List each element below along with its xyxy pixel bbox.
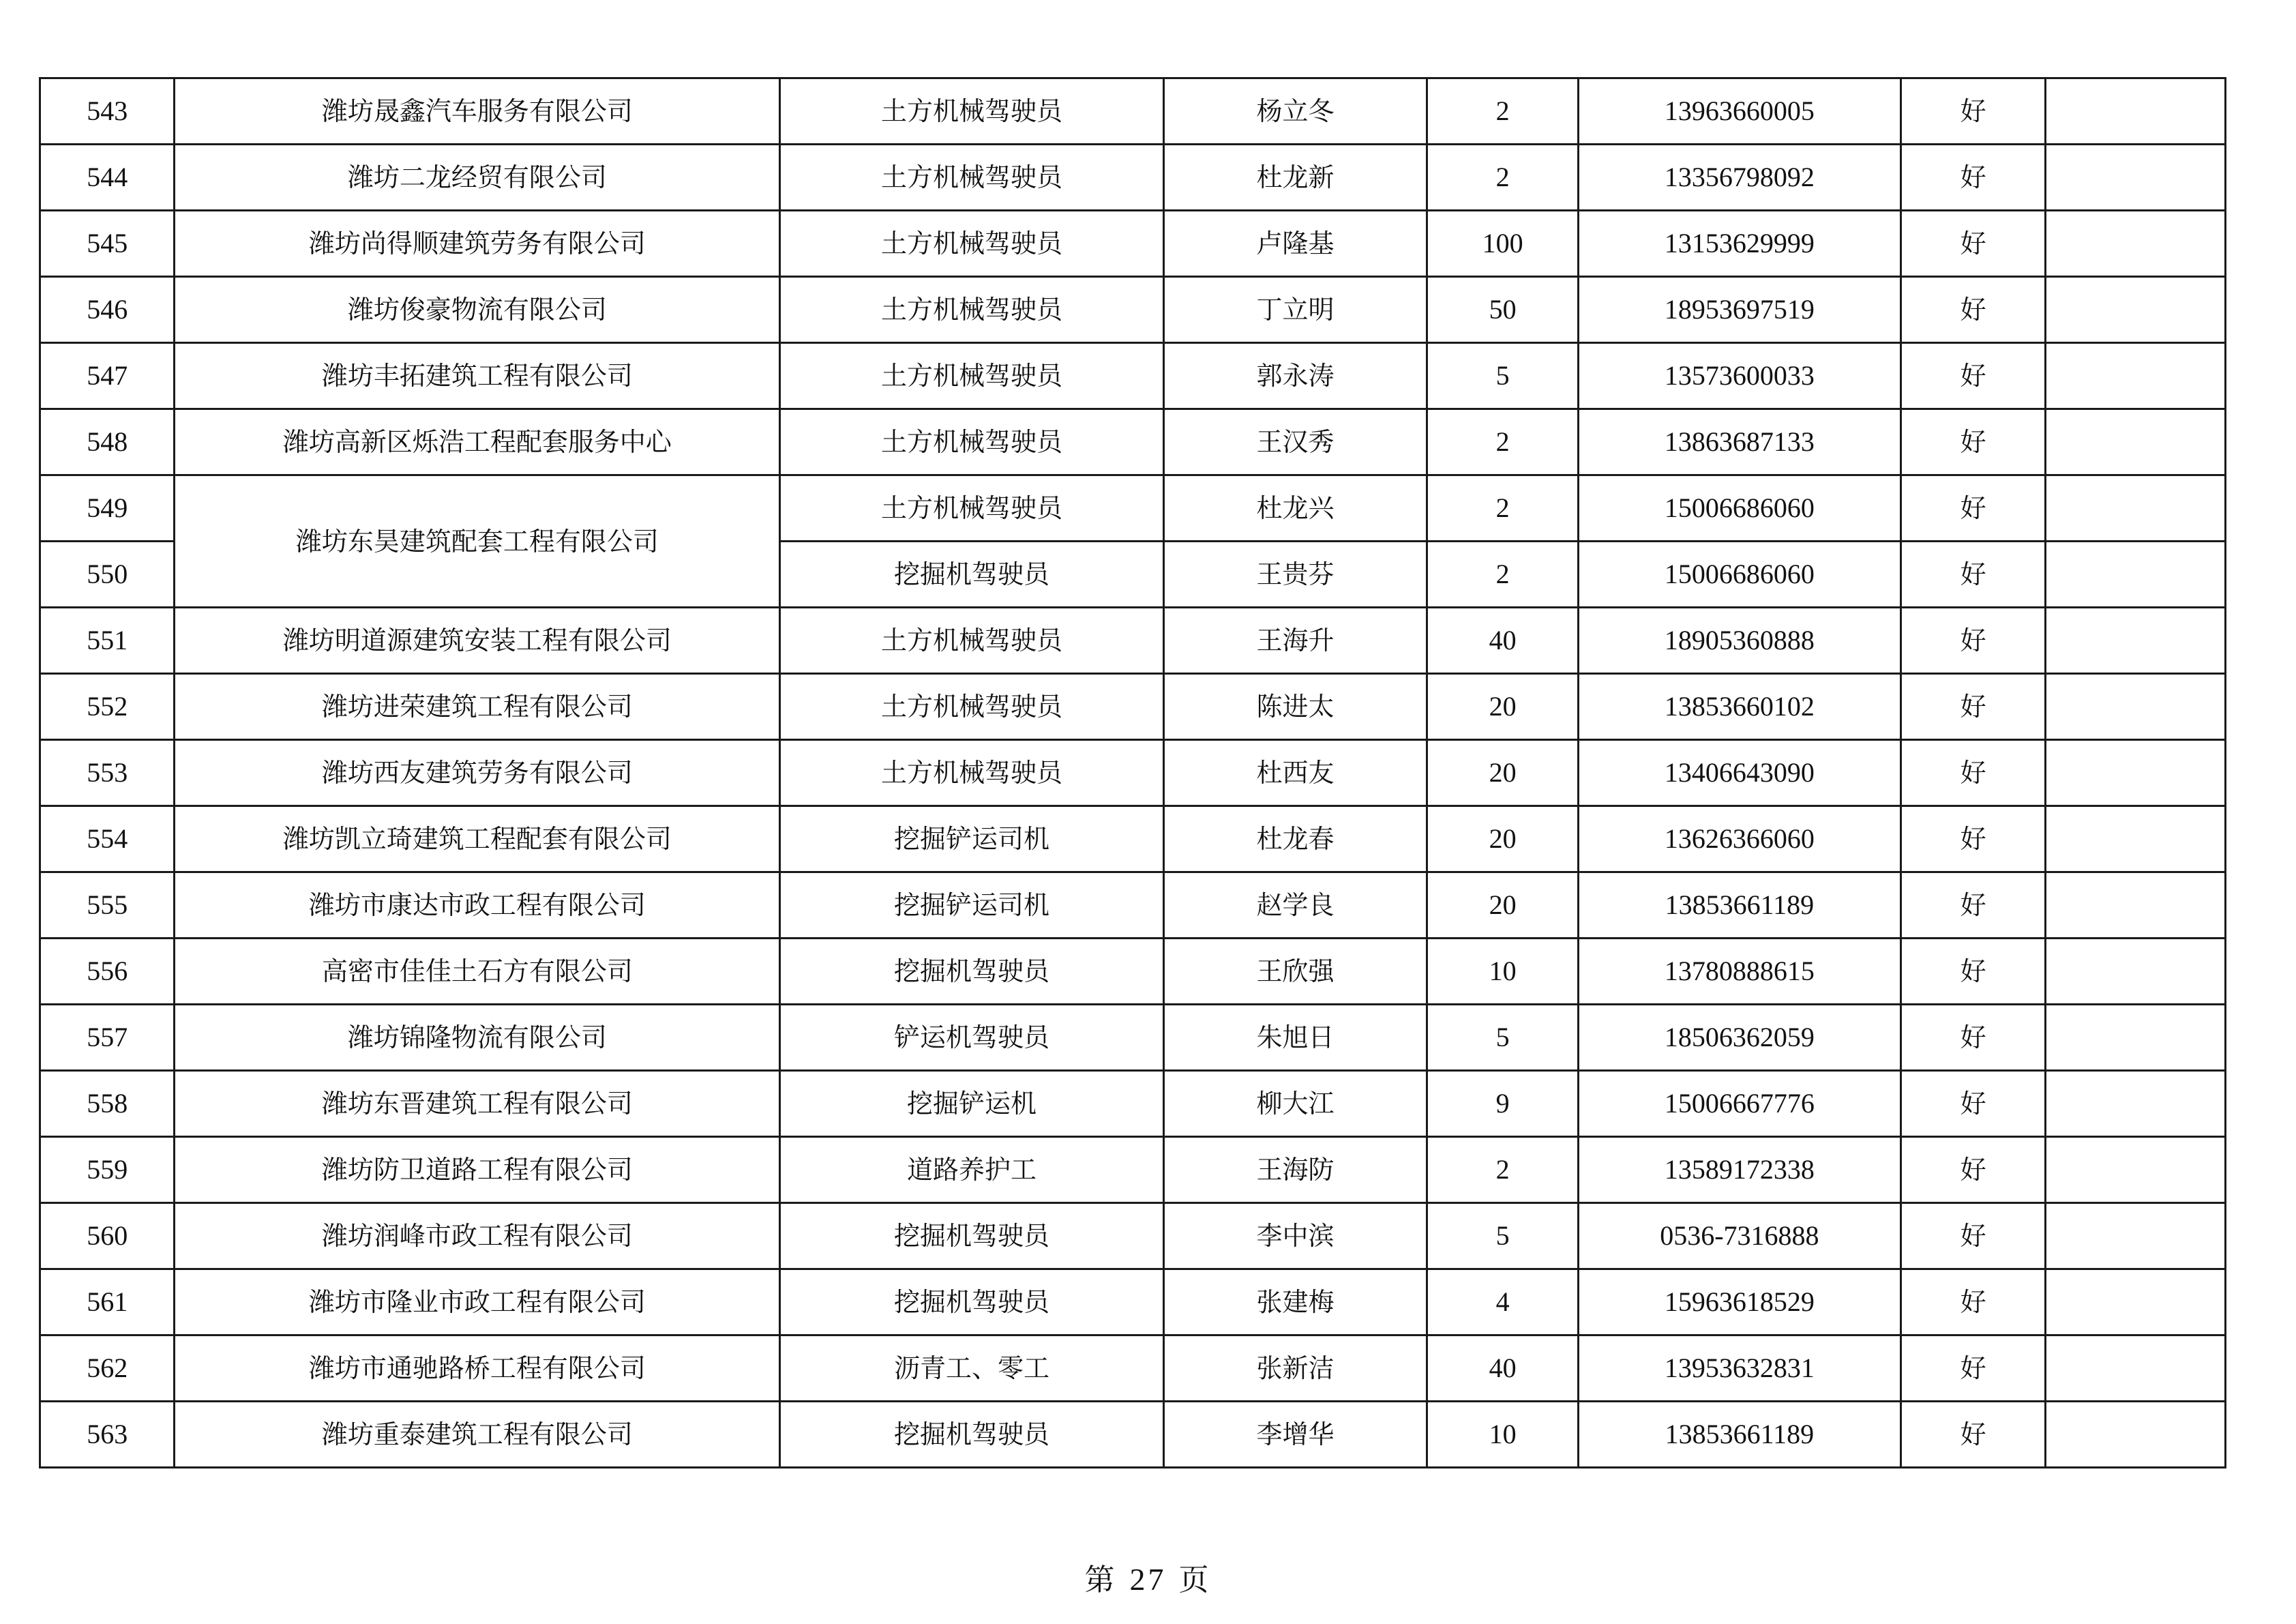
headcount-cell: 5 xyxy=(1427,343,1578,409)
company-cell: 潍坊进荣建筑工程有限公司 xyxy=(175,674,780,740)
job-type-cell: 挖掘机驾驶员 xyxy=(780,1203,1163,1269)
job-type-cell: 挖掘机驾驶员 xyxy=(780,939,1163,1005)
contact-person-cell: 杜龙春 xyxy=(1163,806,1427,872)
contact-person-cell: 陈进太 xyxy=(1163,674,1427,740)
table-row xyxy=(40,674,2226,740)
row-number-cell: 544 xyxy=(40,145,175,211)
rating-cell: 好 xyxy=(1900,343,2045,409)
note-cell xyxy=(2046,1269,2226,1335)
job-type-cell: 土方机械驾驶员 xyxy=(780,343,1163,409)
table-row xyxy=(40,409,2226,475)
job-type-cell: 土方机械驾驶员 xyxy=(780,145,1163,211)
headcount-cell: 10 xyxy=(1427,1402,1578,1468)
contact-person-cell: 朱旭日 xyxy=(1163,1005,1427,1071)
contact-person-cell: 张建梅 xyxy=(1163,1269,1427,1335)
page-prefix: 第 xyxy=(1084,1563,1118,1597)
table-row xyxy=(40,145,2226,211)
company-cell: 潍坊锦隆物流有限公司 xyxy=(175,1005,780,1071)
contact-person-cell: 李中滨 xyxy=(1163,1203,1427,1269)
contact-person-cell: 王汉秀 xyxy=(1163,409,1427,475)
rating-cell: 好 xyxy=(1900,78,2045,145)
job-type-cell: 土方机械驾驶员 xyxy=(780,608,1163,674)
job-type-cell: 土方机械驾驶员 xyxy=(780,740,1163,806)
company-cell: 潍坊润峰市政工程有限公司 xyxy=(175,1203,780,1269)
note-cell xyxy=(2046,608,2226,674)
phone-cell: 18905360888 xyxy=(1578,608,1900,674)
headcount-cell: 9 xyxy=(1427,1071,1578,1137)
headcount-cell: 2 xyxy=(1427,542,1578,608)
company-cell: 潍坊市康达市政工程有限公司 xyxy=(175,872,780,939)
company-cell: 潍坊晟鑫汽车服务有限公司 xyxy=(175,78,780,145)
table-row xyxy=(40,343,2226,409)
contact-person-cell: 卢隆基 xyxy=(1163,211,1427,277)
phone-cell: 13853661189 xyxy=(1578,872,1900,939)
phone-cell: 13573600033 xyxy=(1578,343,1900,409)
job-type-cell: 土方机械驾驶员 xyxy=(780,277,1163,343)
rating-cell: 好 xyxy=(1900,608,2045,674)
company-cell: 潍坊西友建筑劳务有限公司 xyxy=(175,740,780,806)
rating-cell: 好 xyxy=(1900,542,2045,608)
table-row xyxy=(40,1071,2226,1137)
row-number-cell: 548 xyxy=(40,409,175,475)
headcount-cell: 2 xyxy=(1427,145,1578,211)
rating-cell: 好 xyxy=(1900,1402,2045,1468)
company-cell: 潍坊重泰建筑工程有限公司 xyxy=(175,1402,780,1468)
table-row xyxy=(40,1005,2226,1071)
phone-cell: 18953697519 xyxy=(1578,277,1900,343)
record-table xyxy=(39,77,2226,1468)
phone-cell: 18506362059 xyxy=(1578,1005,1900,1071)
rating-cell: 好 xyxy=(1900,1137,2045,1203)
row-number-cell: 554 xyxy=(40,806,175,872)
row-number-cell: 546 xyxy=(40,277,175,343)
table-row xyxy=(40,1269,2226,1335)
company-cell: 潍坊东晋建筑工程有限公司 xyxy=(175,1071,780,1137)
job-type-cell: 沥青工、零工 xyxy=(780,1335,1163,1402)
note-cell xyxy=(2046,475,2226,542)
note-cell xyxy=(2046,674,2226,740)
headcount-cell: 10 xyxy=(1427,939,1578,1005)
headcount-cell: 20 xyxy=(1427,740,1578,806)
headcount-cell: 2 xyxy=(1427,1137,1578,1203)
job-type-cell: 挖掘铲运机 xyxy=(780,1071,1163,1137)
headcount-cell: 5 xyxy=(1427,1005,1578,1071)
row-number-cell: 557 xyxy=(40,1005,175,1071)
phone-cell: 15006686060 xyxy=(1578,475,1900,542)
rating-cell: 好 xyxy=(1900,211,2045,277)
contact-person-cell: 杜龙新 xyxy=(1163,145,1427,211)
note-cell xyxy=(2046,872,2226,939)
phone-cell: 13853660102 xyxy=(1578,674,1900,740)
company-cell: 潍坊市隆业市政工程有限公司 xyxy=(175,1269,780,1335)
company-cell: 潍坊凯立琦建筑工程配套有限公司 xyxy=(175,806,780,872)
rating-cell: 好 xyxy=(1900,475,2045,542)
contact-person-cell: 杜龙兴 xyxy=(1163,475,1427,542)
note-cell xyxy=(2046,1137,2226,1203)
contact-person-cell: 王海防 xyxy=(1163,1137,1427,1203)
contact-person-cell: 丁立明 xyxy=(1163,277,1427,343)
job-type-cell: 土方机械驾驶员 xyxy=(780,211,1163,277)
company-cell: 潍坊高新区烁浩工程配套服务中心 xyxy=(175,409,780,475)
company-cell: 潍坊市通驰路桥工程有限公司 xyxy=(175,1335,780,1402)
contact-person-cell: 王海升 xyxy=(1163,608,1427,674)
rating-cell: 好 xyxy=(1900,1335,2045,1402)
phone-cell: 13406643090 xyxy=(1578,740,1900,806)
rating-cell: 好 xyxy=(1900,145,2045,211)
contact-person-cell: 赵学良 xyxy=(1163,872,1427,939)
phone-cell: 13780888615 xyxy=(1578,939,1900,1005)
table-row xyxy=(40,740,2226,806)
row-number-cell: 561 xyxy=(40,1269,175,1335)
note-cell xyxy=(2046,78,2226,145)
headcount-cell: 2 xyxy=(1427,475,1578,542)
note-cell xyxy=(2046,343,2226,409)
note-cell xyxy=(2046,211,2226,277)
company-cell: 高密市佳佳土石方有限公司 xyxy=(175,939,780,1005)
note-cell xyxy=(2046,145,2226,211)
phone-cell: 15006686060 xyxy=(1578,542,1900,608)
table-row xyxy=(40,806,2226,872)
headcount-cell: 40 xyxy=(1427,608,1578,674)
contact-person-cell: 王贵芬 xyxy=(1163,542,1427,608)
row-number-cell: 551 xyxy=(40,608,175,674)
row-number-cell: 545 xyxy=(40,211,175,277)
phone-cell: 13953632831 xyxy=(1578,1335,1900,1402)
headcount-cell: 40 xyxy=(1427,1335,1578,1402)
job-type-cell: 挖掘机驾驶员 xyxy=(780,1402,1163,1468)
phone-cell: 13356798092 xyxy=(1578,145,1900,211)
headcount-cell: 4 xyxy=(1427,1269,1578,1335)
contact-person-cell: 杜西友 xyxy=(1163,740,1427,806)
row-number-cell: 559 xyxy=(40,1137,175,1203)
row-number-cell: 562 xyxy=(40,1335,175,1402)
page-number: 27 xyxy=(1129,1562,1167,1597)
row-number-cell: 549 xyxy=(40,475,175,542)
job-type-cell: 挖掘铲运司机 xyxy=(780,872,1163,939)
row-number-cell: 558 xyxy=(40,1071,175,1137)
phone-cell: 13853661189 xyxy=(1578,1402,1900,1468)
job-type-cell: 土方机械驾驶员 xyxy=(780,475,1163,542)
note-cell xyxy=(2046,1335,2226,1402)
job-type-cell: 挖掘机驾驶员 xyxy=(780,542,1163,608)
table-row xyxy=(40,1402,2226,1468)
contact-person-cell: 柳大江 xyxy=(1163,1071,1427,1137)
row-number-cell: 555 xyxy=(40,872,175,939)
note-cell xyxy=(2046,1203,2226,1269)
phone-cell: 0536-7316888 xyxy=(1578,1203,1900,1269)
rating-cell: 好 xyxy=(1900,1005,2045,1071)
headcount-cell: 5 xyxy=(1427,1203,1578,1269)
note-cell xyxy=(2046,1071,2226,1137)
company-cell: 潍坊明道源建筑安装工程有限公司 xyxy=(175,608,780,674)
note-cell xyxy=(2046,806,2226,872)
phone-cell: 15006667776 xyxy=(1578,1071,1900,1137)
row-number-cell: 560 xyxy=(40,1203,175,1269)
company-cell: 潍坊俊豪物流有限公司 xyxy=(175,277,780,343)
phone-cell: 13626366060 xyxy=(1578,806,1900,872)
table-row xyxy=(40,1335,2226,1402)
row-number-cell: 547 xyxy=(40,343,175,409)
row-number-cell: 556 xyxy=(40,939,175,1005)
row-number-cell: 553 xyxy=(40,740,175,806)
note-cell xyxy=(2046,409,2226,475)
job-type-cell: 道路养护工 xyxy=(780,1137,1163,1203)
note-cell xyxy=(2046,277,2226,343)
company-cell: 潍坊防卫道路工程有限公司 xyxy=(175,1137,780,1203)
rating-cell: 好 xyxy=(1900,872,2045,939)
rating-cell: 好 xyxy=(1900,1269,2045,1335)
company-cell: 潍坊二龙经贸有限公司 xyxy=(175,145,780,211)
headcount-cell: 50 xyxy=(1427,277,1578,343)
page-footer xyxy=(0,1555,2296,1599)
table-row xyxy=(40,211,2226,277)
headcount-cell: 100 xyxy=(1427,211,1578,277)
rating-cell: 好 xyxy=(1900,806,2045,872)
contact-person-cell: 张新洁 xyxy=(1163,1335,1427,1402)
table-row xyxy=(40,608,2226,674)
headcount-cell: 20 xyxy=(1427,674,1578,740)
row-number-cell: 563 xyxy=(40,1402,175,1468)
phone-cell: 13963660005 xyxy=(1578,78,1900,145)
row-number-cell: 550 xyxy=(40,542,175,608)
table-row xyxy=(40,78,2226,145)
phone-cell: 13863687133 xyxy=(1578,409,1900,475)
table-row xyxy=(40,1203,2226,1269)
rating-cell: 好 xyxy=(1900,277,2045,343)
headcount-cell: 2 xyxy=(1427,409,1578,475)
table-row xyxy=(40,939,2226,1005)
table-row xyxy=(40,277,2226,343)
job-type-cell: 挖掘机驾驶员 xyxy=(780,1269,1163,1335)
phone-cell: 15963618529 xyxy=(1578,1269,1900,1335)
table-row xyxy=(40,1137,2226,1203)
note-cell xyxy=(2046,740,2226,806)
note-cell xyxy=(2046,939,2226,1005)
rating-cell: 好 xyxy=(1900,1203,2045,1269)
headcount-cell: 20 xyxy=(1427,806,1578,872)
rating-cell: 好 xyxy=(1900,1071,2045,1137)
job-type-cell: 土方机械驾驶员 xyxy=(780,78,1163,145)
company-cell: 潍坊东昊建筑配套工程有限公司 xyxy=(175,475,780,608)
note-cell xyxy=(2046,542,2226,608)
rating-cell: 好 xyxy=(1900,674,2045,740)
row-number-cell: 552 xyxy=(40,674,175,740)
rating-cell: 好 xyxy=(1900,939,2045,1005)
contact-person-cell: 杨立冬 xyxy=(1163,78,1427,145)
job-type-cell: 土方机械驾驶员 xyxy=(780,409,1163,475)
note-cell xyxy=(2046,1005,2226,1071)
page-suffix: 页 xyxy=(1178,1563,1212,1597)
company-cell: 潍坊尚得顺建筑劳务有限公司 xyxy=(175,211,780,277)
headcount-cell: 2 xyxy=(1427,78,1578,145)
rating-cell: 好 xyxy=(1900,740,2045,806)
job-type-cell: 挖掘铲运司机 xyxy=(780,806,1163,872)
table-row xyxy=(40,872,2226,939)
job-type-cell: 土方机械驾驶员 xyxy=(780,674,1163,740)
job-type-cell: 铲运机驾驶员 xyxy=(780,1005,1163,1071)
phone-cell: 13153629999 xyxy=(1578,211,1900,277)
rating-cell: 好 xyxy=(1900,409,2045,475)
row-number-cell: 543 xyxy=(40,78,175,145)
contact-person-cell: 李增华 xyxy=(1163,1402,1427,1468)
note-cell xyxy=(2046,1402,2226,1468)
contact-person-cell: 王欣强 xyxy=(1163,939,1427,1005)
company-cell: 潍坊丰拓建筑工程有限公司 xyxy=(175,343,780,409)
table-row xyxy=(40,475,2226,542)
phone-cell: 13589172338 xyxy=(1578,1137,1900,1203)
contact-person-cell: 郭永涛 xyxy=(1163,343,1427,409)
headcount-cell: 20 xyxy=(1427,872,1578,939)
